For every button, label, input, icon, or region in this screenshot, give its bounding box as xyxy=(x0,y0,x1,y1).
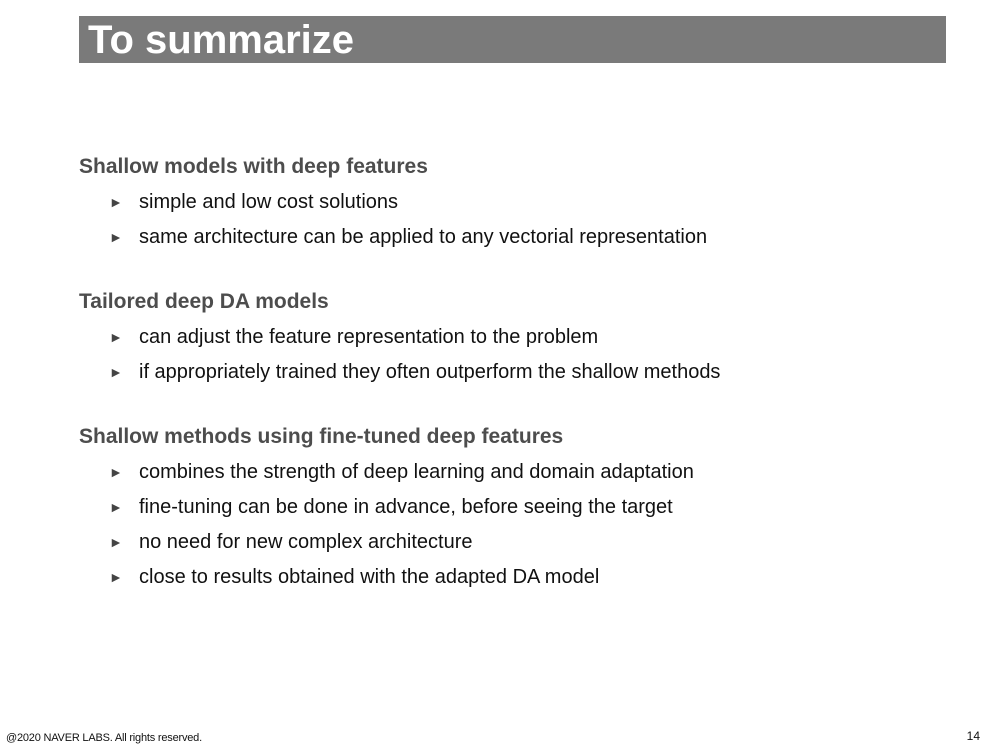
bullet-text: simple and low cost solutions xyxy=(139,191,399,213)
bullet-item xyxy=(79,527,939,562)
section-heading: Shallow methods using fine-tuned deep features xyxy=(79,425,564,448)
footer-copyright: @2020 NAVER LABS. All rights reserved. xyxy=(6,732,202,744)
triangle-bullet-icon: ► xyxy=(109,464,123,480)
bullet-item xyxy=(79,562,939,597)
triangle-bullet-icon: ► xyxy=(109,364,123,380)
slide-title: To summarize xyxy=(88,18,354,62)
section-heading: Shallow models with deep features xyxy=(79,155,428,178)
section-shallow-models xyxy=(79,153,939,257)
section-tailored-deep-da xyxy=(79,288,939,392)
triangle-bullet-icon: ► xyxy=(109,194,123,210)
bullet-item xyxy=(79,222,939,257)
bullet-item xyxy=(79,322,939,357)
bullet-text: fine-tuning can be done in advance, before seeing the target xyxy=(139,496,673,518)
section-heading: Tailored deep DA models xyxy=(79,290,329,313)
bullet-text: if appropriately trained they often outperform the shallow methods xyxy=(139,361,721,383)
bullet-item xyxy=(79,492,939,527)
bullet-item xyxy=(79,357,939,392)
page-number: 14 xyxy=(966,729,980,743)
triangle-bullet-icon: ► xyxy=(109,229,123,245)
slide-content xyxy=(79,153,939,628)
bullet-text: combines the strength of deep learning and domain adaptation xyxy=(139,461,694,483)
title-bar xyxy=(79,16,946,63)
bullet-item xyxy=(79,187,939,222)
triangle-bullet-icon: ► xyxy=(109,499,123,515)
bullet-text: same architecture can be applied to any vectorial representation xyxy=(139,226,708,248)
bullet-item xyxy=(79,457,939,492)
triangle-bullet-icon: ► xyxy=(109,569,123,585)
triangle-bullet-icon: ► xyxy=(109,534,123,550)
bullet-text: close to results obtained with the adapted DA model xyxy=(139,566,600,588)
bullet-text: no need for new complex architecture xyxy=(139,531,473,553)
bullet-text: can adjust the feature representation to the problem xyxy=(139,326,599,348)
section-shallow-fine-tuned xyxy=(79,423,939,597)
triangle-bullet-icon: ► xyxy=(109,329,123,345)
